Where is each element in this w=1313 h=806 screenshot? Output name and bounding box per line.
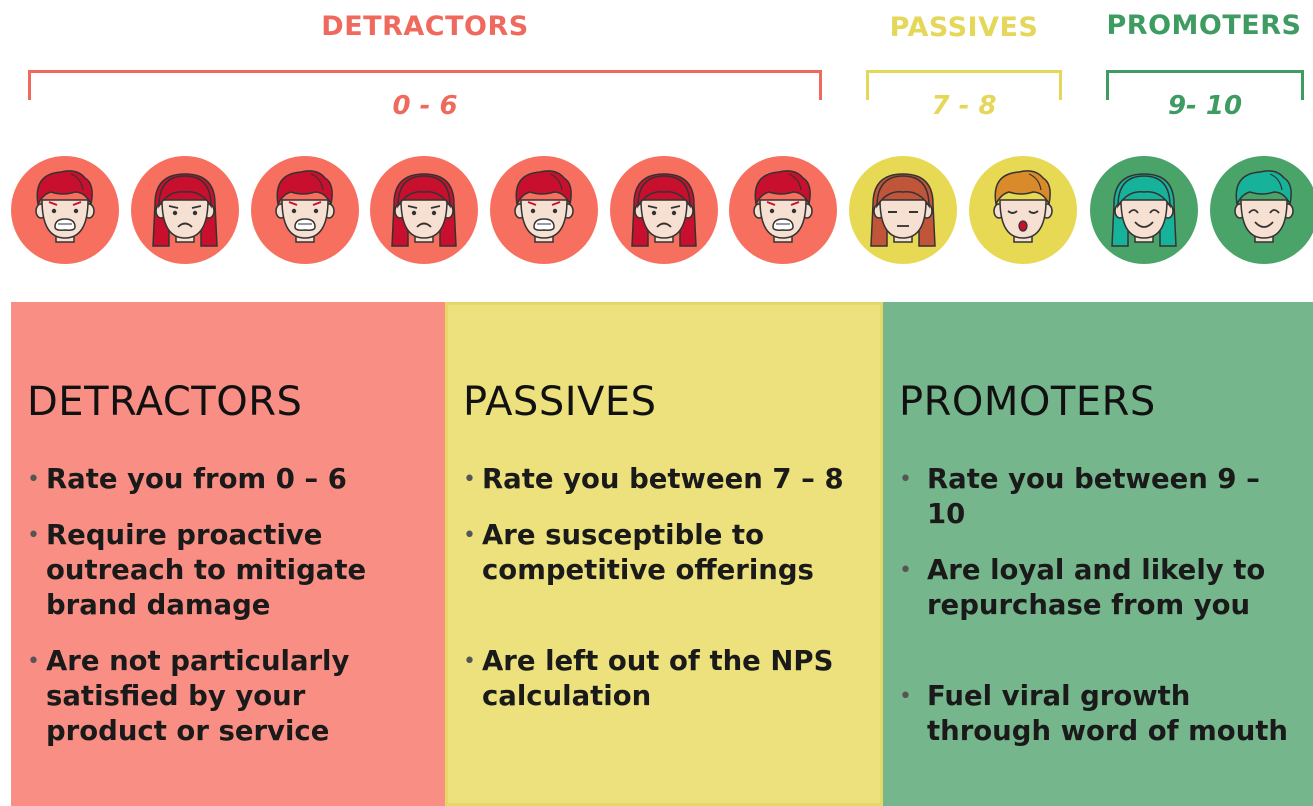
happy-face-icon	[1090, 156, 1198, 264]
detractors-panel	[11, 302, 445, 806]
list-item	[899, 553, 1297, 623]
bullet-icon: •	[463, 467, 476, 492]
bullet-text: Are left out of the NPS calculation	[482, 645, 834, 712]
passives-heading: PASSIVES	[463, 379, 657, 425]
promoters-range: 9- 10	[1167, 91, 1243, 121]
passives-title: PASSIVES	[889, 12, 1039, 43]
neutral-face-icon	[849, 156, 957, 264]
promoters-panel	[883, 302, 1313, 806]
bullet-icon: •	[27, 649, 40, 674]
list-item	[27, 644, 429, 749]
bullet-text: Are not particularly satisfied by your product or service	[46, 645, 350, 747]
shocked-face-icon	[11, 156, 119, 264]
bullet-icon: •	[27, 467, 40, 492]
detractors-list	[27, 462, 429, 749]
bullet-text: Require proactive outreach to mitigate brand damage	[46, 519, 367, 621]
bullet-icon: •	[463, 649, 476, 674]
bullet-icon: •	[899, 558, 912, 583]
promoters-list	[899, 462, 1297, 749]
promoters-title: PROMOTERS	[1106, 10, 1302, 41]
list-item	[463, 644, 864, 714]
bullet-text: Fuel viral growth through word of mouth	[927, 680, 1288, 747]
passives-panel	[445, 302, 883, 806]
list-item	[899, 462, 1297, 532]
bullet-icon: •	[899, 467, 912, 492]
sad-face-icon	[131, 156, 239, 264]
bullet-text: Are loyal and likely to repurchase from you	[927, 554, 1266, 621]
list-item	[899, 679, 1297, 749]
surprised-face-icon	[969, 156, 1077, 264]
sad-face-icon	[610, 156, 718, 264]
detractors-range: 0 - 6	[392, 91, 458, 121]
shocked-face-icon	[729, 156, 837, 264]
sad-face-icon	[370, 156, 478, 264]
passives-range: 7 - 8	[931, 91, 997, 121]
list-item	[27, 518, 429, 623]
promoters-heading: PROMOTERS	[899, 379, 1156, 425]
shocked-face-icon	[490, 156, 598, 264]
list-item	[463, 462, 864, 497]
bullet-text: Rate you between 7 – 8	[482, 463, 844, 495]
list-item	[27, 462, 429, 497]
bullet-icon: •	[463, 523, 476, 548]
bullet-text: Rate you between 9 – 10	[927, 463, 1260, 530]
passives-list	[463, 462, 864, 714]
detractors-title: DETRACTORS	[321, 11, 529, 42]
detractors-heading: DETRACTORS	[27, 379, 303, 425]
happy-face-icon	[1210, 156, 1313, 264]
list-item	[463, 518, 864, 588]
shocked-face-icon	[251, 156, 359, 264]
bullet-icon: •	[899, 684, 912, 709]
bullet-text: Are susceptible to competitive offerings	[482, 519, 814, 586]
bullet-icon: •	[27, 523, 40, 548]
bullet-text: Rate you from 0 – 6	[46, 463, 347, 495]
